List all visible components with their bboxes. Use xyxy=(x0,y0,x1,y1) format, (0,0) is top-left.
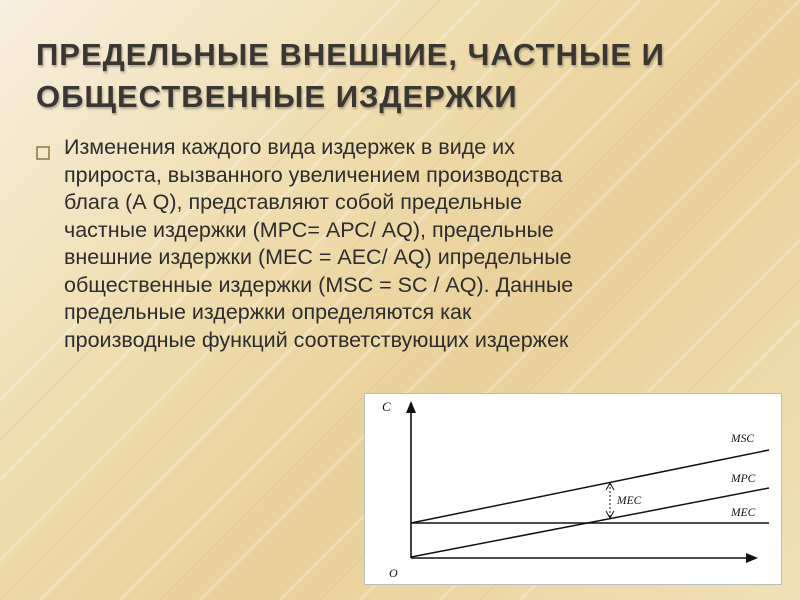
mpc-label: MPC xyxy=(731,473,756,485)
cost-diagram xyxy=(364,393,782,585)
cost-diagram-svg xyxy=(365,394,781,584)
body-line: прироста, вызванного увеличением производства xyxy=(64,162,563,187)
msc-curve xyxy=(411,450,769,523)
body-line: Изменения каждого вида издержек в виде их xyxy=(64,135,515,159)
body-line: частные издержки (МРС= АРС/ АQ), предельные xyxy=(64,217,554,242)
slide-title xyxy=(36,34,766,118)
mec-label: MEC xyxy=(731,507,756,519)
bullet-square-icon xyxy=(36,146,50,160)
origin-label: O xyxy=(389,566,398,580)
msc-label: MSC xyxy=(731,433,754,445)
body-line: предельные издержки определяются как xyxy=(64,300,472,324)
body-line: блага (А Q), представляют собой предельные xyxy=(64,190,523,214)
y-axis-label: C xyxy=(382,399,391,414)
body-line: внешние издержки (МЕС = АЕС/ АQ) ипредельные xyxy=(64,245,572,269)
mec-gap-label: MEC xyxy=(617,495,642,507)
y-axis-arrow-icon xyxy=(406,401,416,413)
body-line: производные функций соответствующих издержек xyxy=(64,327,569,352)
x-axis-arrow-icon xyxy=(746,553,758,563)
title-line-2: ОБЩЕСТВЕННЫЕ ИЗДЕРЖКИ xyxy=(36,79,518,114)
body-paragraph xyxy=(64,134,784,354)
body-line: общественные издержки (MSC = SC / АQ). Данные xyxy=(64,272,574,297)
title-line-1: ПРЕДЕЛЬНЫЕ ВНЕШНИЕ, ЧАСТНЫЕ И xyxy=(36,37,665,72)
